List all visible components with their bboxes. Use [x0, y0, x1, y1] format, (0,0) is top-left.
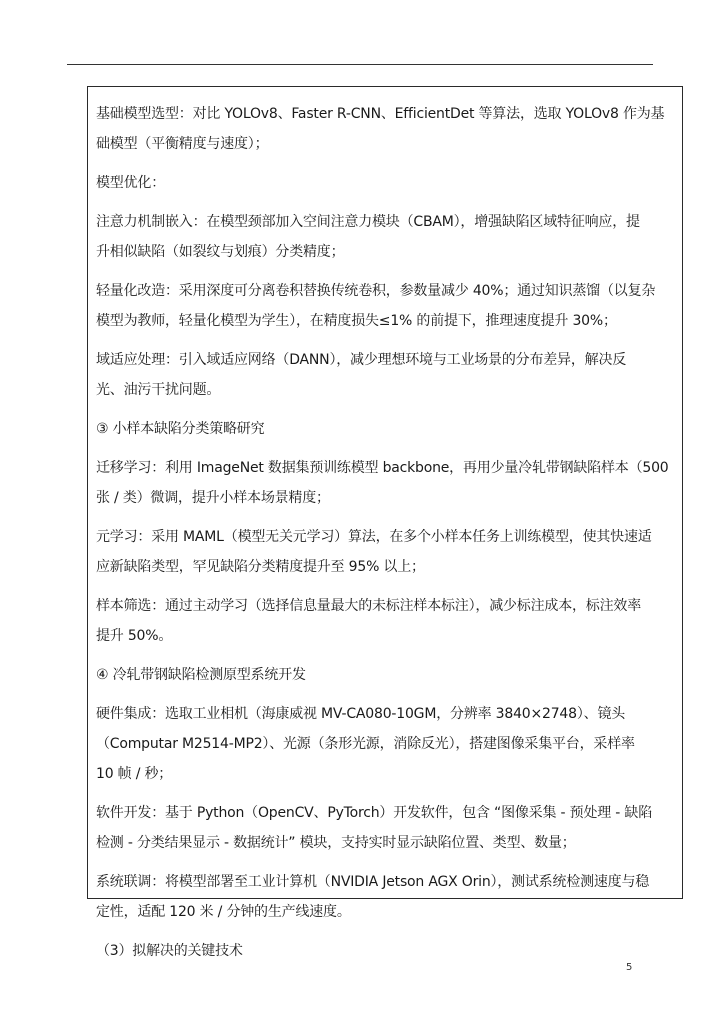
- text-line: 模型为教师，轻量化模型为学生），在精度损失≤1% 的前提下，推理速度提升 30%；: [96, 313, 617, 329]
- text-line: 硬件集成：选取工业相机（海康威视 MV-CA080-10GM，分辨率 3840×2748）、镜头: [96, 706, 626, 722]
- text-line: 元学习：采用 MAML（模型无关元学习）算法，在多个小样本任务上训练模型，使其快速适: [96, 529, 652, 545]
- section-heading-key-technologies: [96, 936, 682, 966]
- header-rule: [67, 64, 653, 65]
- paragraph-meta-learning: [96, 522, 682, 582]
- text-line: 域适应处理：引入域适应网络（DANN），减少理想环境与工业场景的分布差异，解决反: [96, 352, 627, 368]
- paragraph-hardware-integration: [96, 699, 682, 789]
- text-line: 模型优化：: [96, 175, 165, 191]
- text-line: ③ 小样本缺陷分类策略研究: [96, 421, 265, 437]
- text-line: （3）拟解决的关键技术: [96, 943, 243, 959]
- paragraph-attention-embedding: [96, 207, 682, 267]
- text-line: 基础模型选型：对比 YOLOv8、Faster R-CNN、EfficientDet 等算法，选取 YOLOv8 作为基: [96, 106, 665, 122]
- text-line: 轻量化改造：采用深度可分离卷积替换传统卷积，参数量减少 40%；通过知识蒸馏（以复杂: [96, 283, 656, 299]
- text-line: 注意力机制嵌入：在模型颈部加入空间注意力模块（CBAM），增强缺陷区域特征响应，提: [96, 214, 640, 230]
- text-line: 样本筛选：通过主动学习（选择信息量最大的未标注样本标注），减少标注成本，标注效率: [96, 598, 641, 614]
- text-line: ④ 冷轧带钢缺陷检测原型系统开发: [96, 667, 306, 683]
- paragraph-base-model-selection: [96, 99, 682, 159]
- paragraph-system-integration: [96, 867, 682, 927]
- section-heading-few-shot-classification: [96, 414, 682, 444]
- content-box: [87, 86, 683, 959]
- text-line: 10 帧 / 秒；: [96, 766, 173, 782]
- text-line: 软件开发：基于 Python（OpenCV、PyTorch）开发软件，包含 “图像采集 - 预处理 - 缺陷: [96, 805, 653, 821]
- text-line: 础模型（平衡精度与速度）；: [96, 136, 269, 152]
- text-line: 应新缺陷类型，罕见缺陷分类精度提升至 95% 以上；: [96, 559, 425, 575]
- paragraph-lightweight-modification: [96, 276, 682, 336]
- paragraph-model-optimization-heading: [96, 168, 682, 198]
- paragraph-transfer-learning: [96, 453, 682, 513]
- text-line: 检测 - 分类结果显示 - 数据统计” 模块，支持实时显示缺陷位置、类型、数量；: [96, 835, 576, 851]
- paragraph-domain-adaptation: [96, 345, 682, 405]
- text-line: 提升 50%。: [96, 628, 173, 644]
- text-line: 系统联调：将模型部署至工业计算机（NVIDIA Jetson AGX Orin），测试系统检测速度与稳: [96, 874, 650, 890]
- paragraph-sample-selection: [96, 591, 682, 651]
- text-line: 迁移学习：利用 ImageNet 数据集预训练模型 backbone，再用少量冷轧带钢缺陷样本（500: [96, 460, 669, 476]
- text-line: 光、油污干扰问题。: [96, 382, 221, 398]
- text-line: 张 / 类）微调，提升小样本场景精度；: [96, 490, 330, 506]
- text-line: （Computar M2514-MP2）、光源（条形光源，消除反光），搭建图像采集平台，采样率: [96, 736, 635, 752]
- paragraph-software-development: [96, 798, 682, 858]
- section-heading-prototype-system: [96, 660, 682, 690]
- text-line: 升相似缺陷（如裂纹与划痕）分类精度；: [96, 244, 345, 260]
- text-line: 定性，适配 120 米 / 分钟的生产线速度。: [96, 904, 351, 920]
- page-number: 5: [626, 962, 633, 973]
